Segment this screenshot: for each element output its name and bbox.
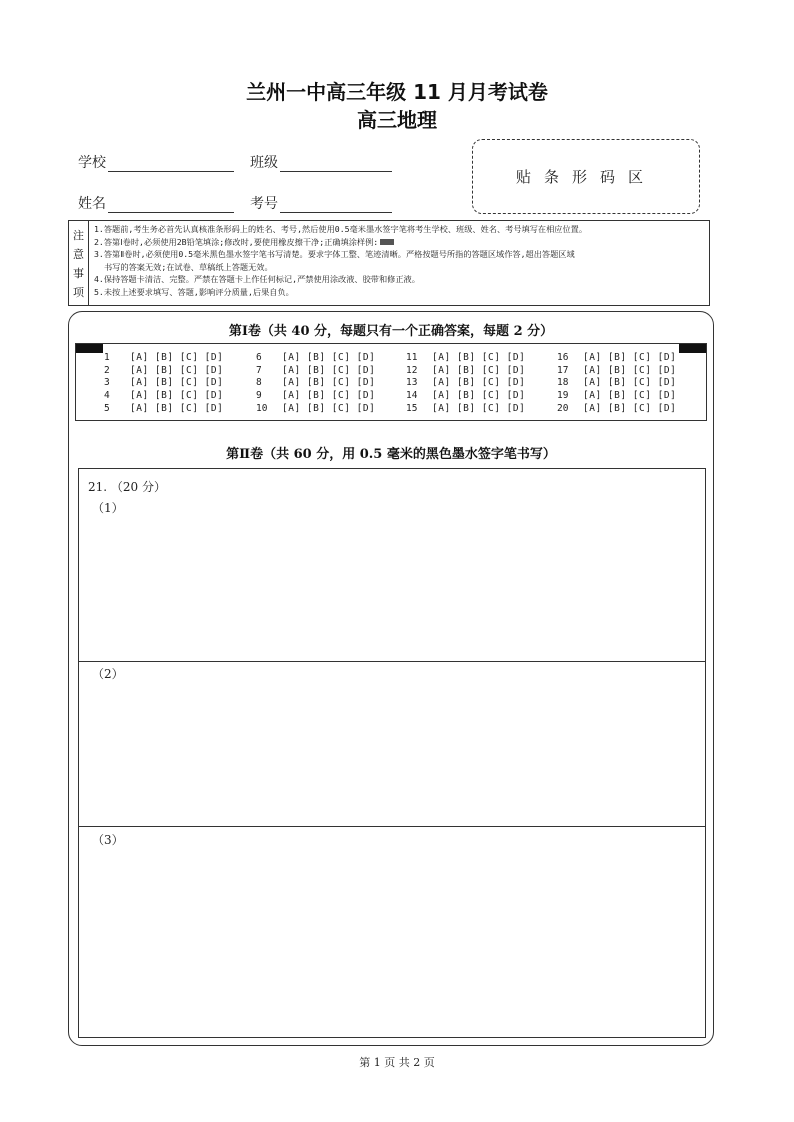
part-3-label: （3） — [92, 833, 124, 847]
notice-box — [68, 220, 710, 306]
mc-question-row[interactable] — [104, 352, 223, 365]
mc-options[interactable]: [A] [B] [C] [D] — [282, 352, 376, 363]
mc-question-row[interactable] — [256, 377, 375, 390]
section2-heading: 第Ⅱ卷（共 60 分，用 0.5 毫米的黑色墨水签字笔书写） — [226, 447, 556, 462]
part-2-label: （2） — [92, 667, 124, 681]
mc-question-number: 18 — [557, 377, 569, 389]
mc-question-number: 11 — [406, 352, 418, 363]
mc-question-number: 16 — [557, 352, 569, 363]
mc-question-row[interactable] — [406, 352, 525, 365]
mc-options[interactable]: [A] [B] [C] [D] — [130, 402, 224, 414]
school-field[interactable] — [78, 152, 234, 172]
mc-question-number: 6 — [256, 352, 262, 363]
mc-question-number: 5 — [104, 402, 110, 414]
class-label: 班级 — [250, 155, 278, 171]
mc-question-number: 1 — [104, 352, 110, 363]
mc-question-number: 3 — [104, 377, 110, 389]
mc-question-row[interactable] — [406, 403, 525, 416]
class-field[interactable] — [250, 152, 392, 172]
mc-question-row[interactable] — [104, 377, 223, 390]
mc-options[interactable]: [A] [B] [C] [D] — [583, 402, 677, 414]
part-divider — [78, 826, 706, 827]
mc-question-row[interactable] — [256, 403, 375, 416]
mc-question-row[interactable] — [104, 403, 223, 416]
school-label: 学校 — [78, 155, 106, 171]
mc-question-number: 17 — [557, 364, 569, 376]
mc-options[interactable]: [A] [B] [C] [D] — [130, 364, 224, 376]
mc-question-number: 19 — [557, 390, 569, 402]
mc-options[interactable]: [A] [B] [C] [D] — [282, 390, 376, 402]
mc-options[interactable]: [A] [B] [C] [D] — [130, 352, 224, 363]
mc-column — [104, 352, 223, 415]
mc-options[interactable]: [A] [B] [C] [D] — [583, 377, 677, 389]
mc-question-number: 12 — [406, 364, 418, 376]
mc-question-row[interactable] — [256, 352, 375, 365]
mc-question-number: 4 — [104, 390, 110, 402]
mc-question-number: 14 — [406, 390, 418, 402]
notice-line: 4.保持答题卡清洁、完整。严禁在答题卡上作任何标记,严禁使用涂改液、胶带和修正液。 — [94, 274, 420, 285]
notice-lines — [89, 221, 709, 305]
mc-question-number: 2 — [104, 364, 110, 376]
exam-number-input-line[interactable] — [280, 197, 392, 213]
mc-column — [557, 352, 676, 415]
mc-options[interactable]: [A] [B] [C] [D] — [583, 352, 677, 363]
fill-sample-mark — [380, 239, 394, 245]
section1-heading: 第Ⅰ卷（共 40 分，每题只有一个正确答案，每题 2 分） — [228, 324, 554, 339]
part-1-label: （1） — [92, 501, 124, 515]
exam-number-field[interactable] — [250, 193, 392, 213]
mc-question-number: 9 — [256, 390, 262, 402]
mc-question-row[interactable] — [557, 390, 676, 403]
mc-options[interactable]: [A] [B] [C] [D] — [583, 364, 677, 376]
notice-line: 3.答第Ⅱ卷时,必须使用0.5毫米黑色墨水签字笔书写清楚。要求字体工整、笔迹清晰。严格按题号所指的答题区域作答,超出答题区域 — [94, 249, 575, 260]
mc-question-number: 13 — [406, 377, 418, 389]
mc-question-row[interactable] — [256, 390, 375, 403]
mc-question-row[interactable] — [557, 377, 676, 390]
mc-options[interactable]: [A] [B] [C] [D] — [583, 390, 677, 402]
school-input-line[interactable] — [108, 156, 234, 172]
exam-title: 兰州一中高三年级 11 月月考试卷 — [246, 80, 548, 104]
notice-line: 2.答第Ⅰ卷时,必须使用2B铅笔填涂;修改时,要使用橡皮擦干净;正确填涂样例: — [94, 236, 704, 249]
mc-question-row[interactable] — [557, 403, 676, 416]
mc-column — [256, 352, 375, 415]
name-label: 姓名 — [78, 196, 106, 212]
mc-question-row[interactable] — [406, 377, 525, 390]
notice-line: 5.未按上述要求填写、答题,影响评分质量,后果自负。 — [94, 286, 294, 297]
alignment-mark-right — [679, 344, 706, 353]
mc-question-row[interactable] — [406, 365, 525, 378]
question-21-label: 21. （20 分） — [88, 480, 166, 494]
notice-line: 书写的答案无效;在试卷、草稿纸上答题无效。 — [104, 261, 273, 272]
name-input-line[interactable] — [108, 197, 234, 213]
mc-options[interactable]: [A] [B] [C] [D] — [282, 402, 376, 414]
mc-options[interactable]: [A] [B] [C] [D] — [432, 390, 526, 402]
mc-column — [406, 352, 525, 415]
mc-options[interactable]: [A] [B] [C] [D] — [282, 377, 376, 389]
part-divider — [78, 661, 706, 662]
name-field[interactable] — [78, 193, 234, 213]
mc-question-number: 10 — [256, 402, 268, 414]
mc-question-row[interactable] — [104, 390, 223, 403]
mc-question-row[interactable] — [406, 390, 525, 403]
mc-options[interactable]: [A] [B] [C] [D] — [432, 364, 526, 376]
mc-question-row[interactable] — [104, 365, 223, 378]
mc-question-row[interactable] — [557, 352, 676, 365]
answer-box-q21[interactable] — [78, 468, 706, 1038]
mc-options[interactable]: [A] [B] [C] [D] — [130, 377, 224, 389]
mc-question-number: 15 — [406, 402, 418, 414]
barcode-area: 贴条形码区 — [472, 139, 700, 214]
mc-question-number: 7 — [256, 364, 262, 376]
mc-question-number: 20 — [557, 402, 569, 414]
mc-options[interactable]: [A] [B] [C] [D] — [282, 364, 376, 376]
mc-options[interactable]: [A] [B] [C] [D] — [130, 390, 224, 402]
notice-line: 1.答题前,考生务必首先认真核准条形码上的姓名、考号,然后使用0.5毫米墨水签字笔将考生学校、班级、姓名、考号填写在相应位置。 — [94, 224, 588, 234]
mc-question-row[interactable] — [256, 365, 375, 378]
page-footer: 第 1 页 共 2 页 — [359, 1056, 435, 1069]
mc-options[interactable]: [A] [B] [C] [D] — [432, 402, 526, 414]
mc-options[interactable]: [A] [B] [C] [D] — [432, 377, 526, 389]
mc-question-row[interactable] — [557, 365, 676, 378]
notice-side-label: 注 意 事 项 — [69, 221, 89, 305]
multiple-choice-grid — [75, 343, 707, 421]
exam-number-label: 考号 — [250, 196, 278, 212]
exam-subtitle: 高三地理 — [357, 108, 437, 132]
mc-options[interactable]: [A] [B] [C] [D] — [432, 352, 526, 363]
alignment-mark-left — [76, 344, 103, 353]
mc-question-number: 8 — [256, 377, 262, 389]
class-input-line[interactable] — [280, 156, 392, 172]
